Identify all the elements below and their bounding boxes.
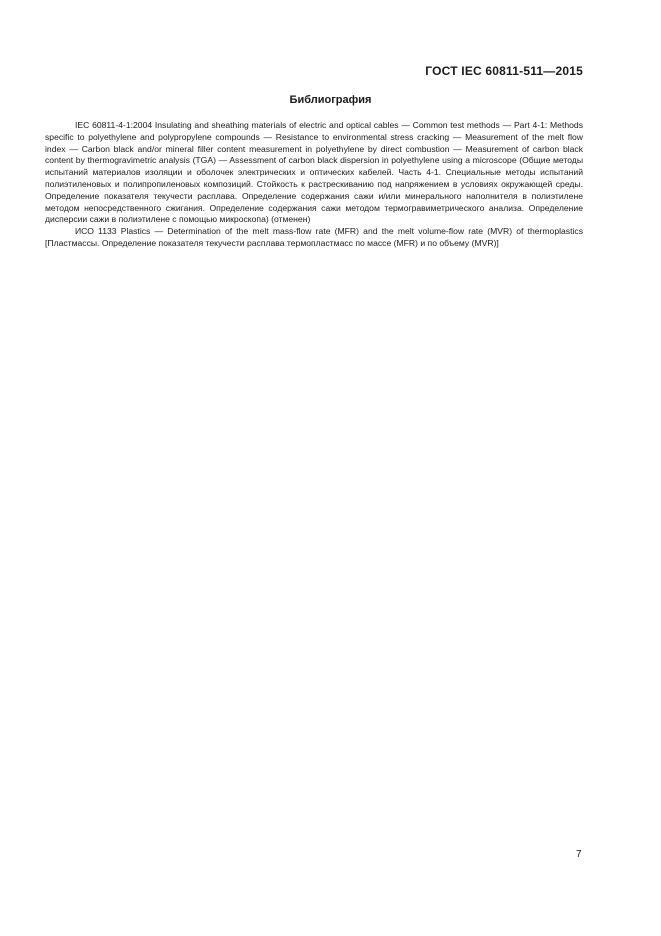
section-title: Библиография: [289, 94, 372, 106]
bibliography-entry: IEC 60811-4-1:2004 Insulating and sheathing materials of electric and optical cables — Common test methods — Part 4-1: Methods specific to polyethylene and polypropylene compounds — Resistance to environmental stress cracking — Measurement of the melt flow index — Carbon black and/or mineral filler content measurement in polyethylene by direct combustion — Measurement of carbon black content by thermogravimetric analysis (TGA) — Assessment of carbon black dispersion in polyethylene using a microscope (Общие методы испытаний материалов изоляции и оболочек электрических и оптических кабелей. Часть 4-1. Специальные методы испытаний полиэтиленовых и полипропиленовых композиций. Стойкость к растрескиванию под напряжением в условиях окружающей среды. Определение показателя текучести расплава. Определение содержания сажи и/или минерального наполнителя в полиэтилене методом непосредственного сжигания. Определение содержания сажи методом термогравиметрического анализа. Определение дисперсии сажи в полиэтилене с помощью микроскопа) (отменен): [45, 120, 583, 225]
bibliography-entry: ИСО 1133 Plastics — Determination of the melt mass-flow rate (MFR) and the melt volume-flow rate (MVR) of thermoplastics [Пластмассы. Определение показателя текучести расплава термопластмасс по массе (MFR) и по объему (MVR)]: [45, 226, 583, 248]
page-number: 7: [576, 849, 582, 860]
bibliography-list: [45, 120, 583, 250]
document-code-header: ГОСТ IEC 60811-511—2015: [425, 64, 583, 78]
